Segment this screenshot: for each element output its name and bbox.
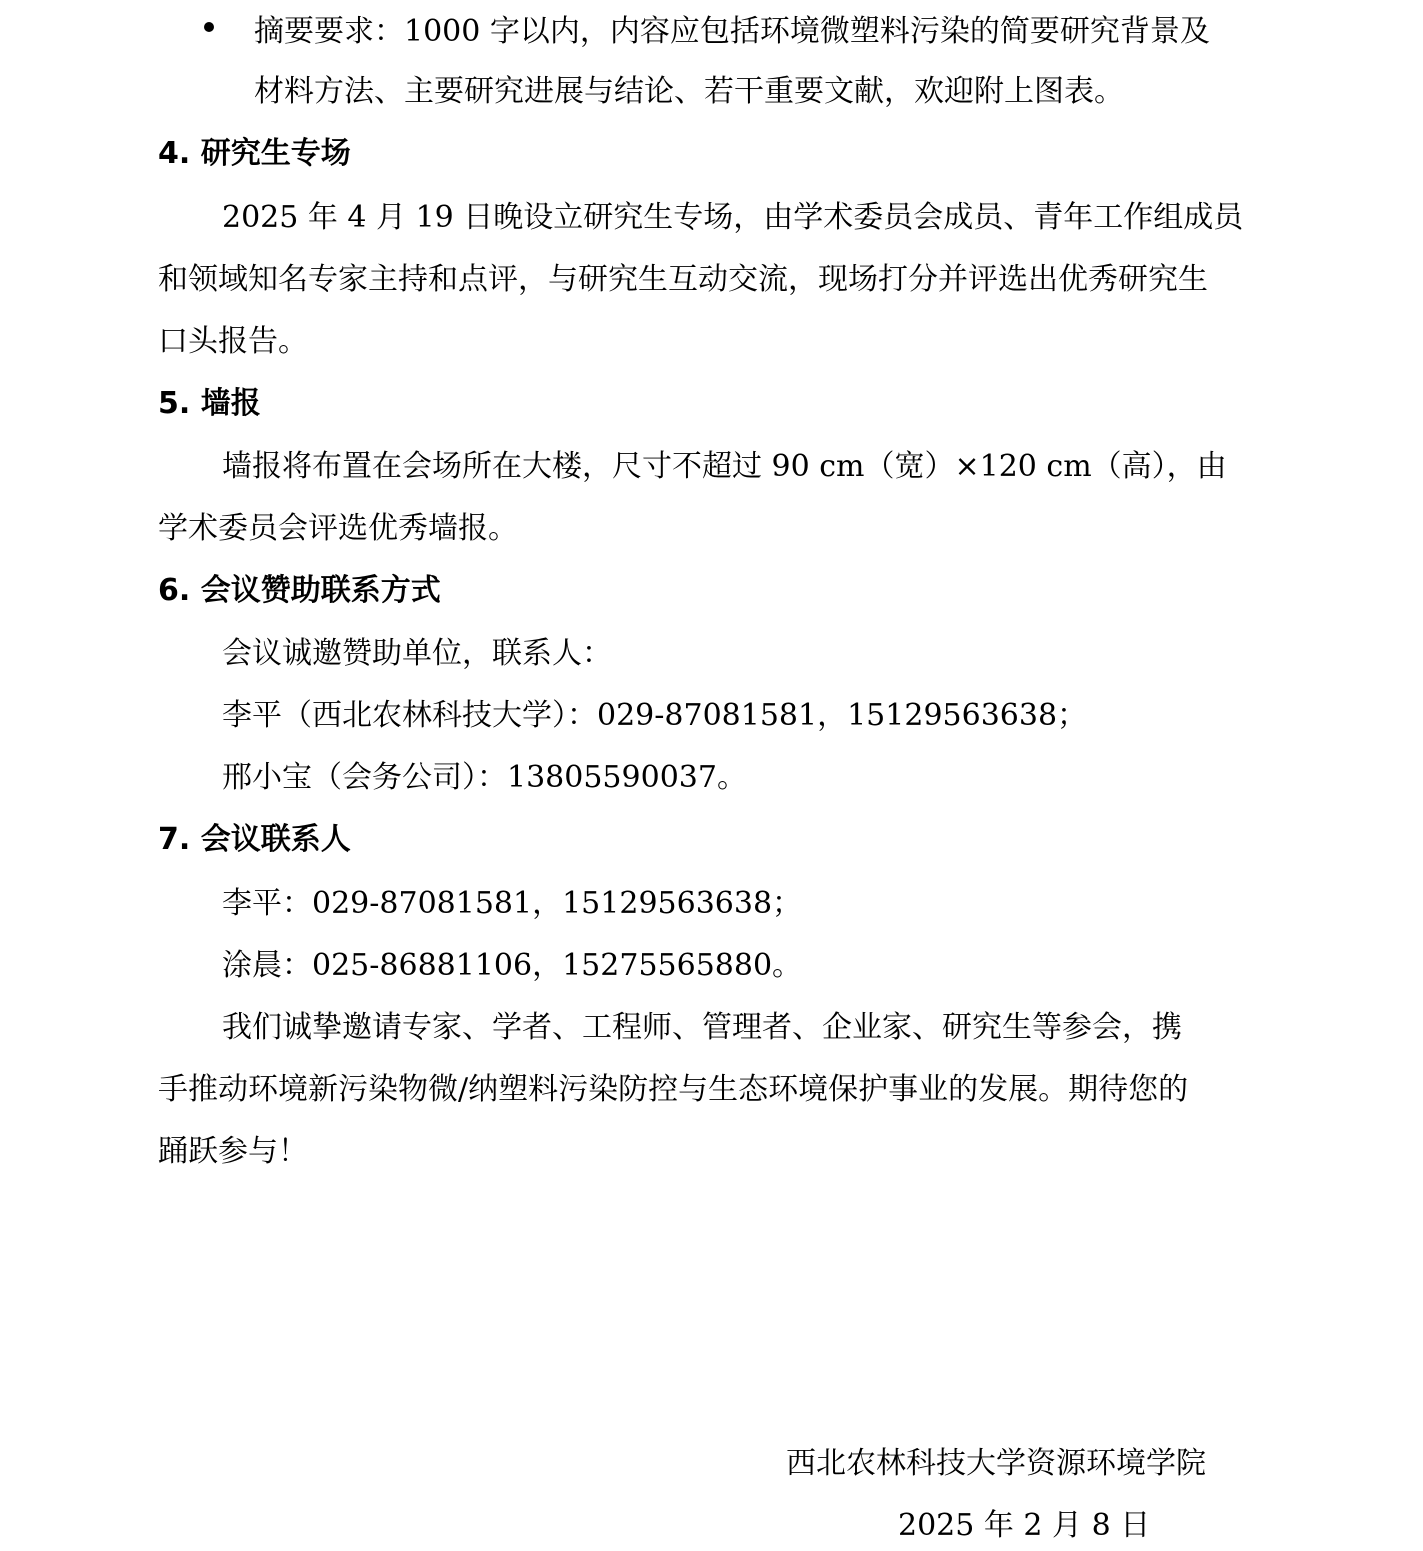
section-5-paragraph-line-1: 墙报将布置在会场所在大楼，尺寸不超过 90 cm（宽）×120 cm（高），由 — [222, 449, 1227, 484]
abstract-requirement-line-1: 摘要要求：1000 字以内，内容应包括环境微塑料污染的简要研究背景及 — [254, 14, 1210, 49]
section-4-heading: 4. 研究生专场 — [158, 136, 351, 171]
section-4-paragraph-line-2: 和领域知名专家主持和点评，与研究生互动交流，现场打分并评选出优秀研究生 — [158, 262, 1208, 297]
section-4-paragraph-line-3: 口头报告。 — [158, 324, 308, 359]
section-5-heading: 5. 墙报 — [158, 386, 261, 421]
section-4-paragraph-line-1: 2025 年 4 月 19 日晚设立研究生专场，由学术委员会成员、青年工作组成员 — [222, 200, 1244, 235]
signature-date: 2025 年 2 月 8 日 — [898, 1508, 1151, 1543]
closing-line-3: 踊跃参与！ — [158, 1134, 308, 1169]
sponsor-contact-2: 邢小宝（会务公司）：13805590037。 — [222, 760, 747, 795]
bullet-icon — [204, 22, 214, 32]
signature-organization: 西北农林科技大学资源环境学院 — [786, 1446, 1206, 1481]
closing-line-1: 我们诚挚邀请专家、学者、工程师、管理者、企业家、研究生等参会，携 — [222, 1010, 1182, 1045]
conference-contact-2: 涂晨：025-86881106，15275565880。 — [222, 948, 803, 983]
abstract-requirement-line-2: 材料方法、主要研究进展与结论、若干重要文献，欢迎附上图表。 — [254, 74, 1124, 109]
section-7-heading: 7. 会议联系人 — [158, 822, 351, 857]
sponsor-contact-1: 李平（西北农林科技大学）：029-87081581，15129563638； — [222, 698, 1088, 733]
section-5-paragraph-line-2: 学术委员会评选优秀墙报。 — [158, 511, 518, 546]
section-6-heading: 6. 会议赞助联系方式 — [158, 573, 441, 608]
conference-contact-1: 李平：029-87081581，15129563638； — [222, 886, 803, 921]
sponsor-intro: 会议诚邀赞助单位，联系人： — [222, 636, 612, 671]
closing-line-2: 手推动环境新污染物微/纳塑料污染防控与生态环境保护事业的发展。期待您的 — [158, 1072, 1189, 1107]
